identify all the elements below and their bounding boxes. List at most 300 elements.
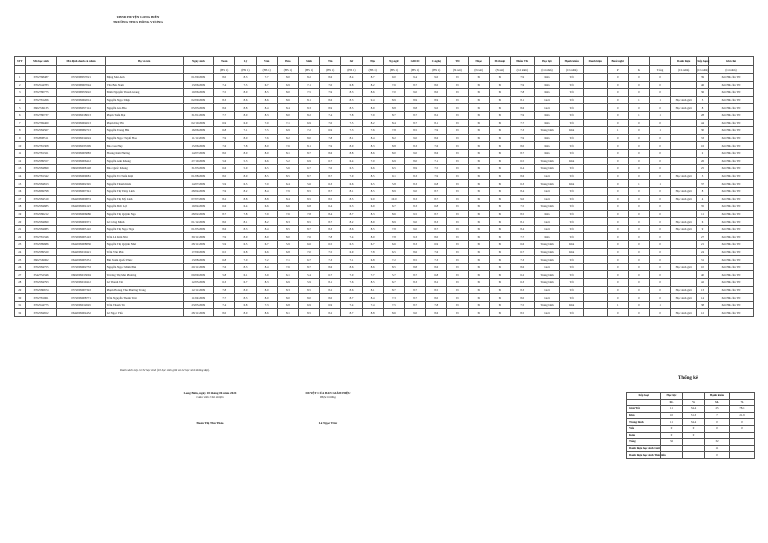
table-cell: 28: [15, 279, 26, 287]
table-cell: 7.0: [320, 81, 341, 89]
table-cell: 8.5: [320, 195, 341, 203]
table-cell: 3702589520: [25, 248, 57, 256]
table-cell: 29: [15, 286, 26, 294]
column-subheader: (Cả năm): [510, 66, 534, 74]
stats-row: [627, 425, 755, 432]
table-cell: 0372009008771: [57, 294, 105, 302]
column-subheader: [584, 66, 608, 74]
table-cell: 0: [628, 279, 649, 287]
column-header: Nhạc: [468, 57, 489, 66]
table-cell: Đ: [468, 294, 489, 302]
table-cell: 8.6: [320, 263, 341, 271]
table-body: [15, 74, 754, 317]
table-cell: Tốt: [560, 233, 584, 241]
table-cell: 8.4: [256, 104, 277, 112]
table-cell: 8.5: [404, 256, 425, 264]
table-cell: 3702584985: [25, 225, 57, 233]
table-cell: Nguyễn Ngọc Minh Phú: [105, 263, 183, 271]
table-cell: 0372009002345: [57, 180, 105, 188]
table-cell: Trung bình: [534, 241, 560, 249]
table-cell: [671, 89, 697, 97]
stats-cell: 11: [661, 419, 683, 426]
table-cell: 8.0: [214, 149, 235, 157]
table-cell: [671, 74, 697, 82]
table-cell: 7.2: [256, 256, 277, 264]
table-cell: 8.6: [510, 104, 534, 112]
table-cell: 6.3: [510, 180, 534, 188]
table-cell: 0: [628, 203, 649, 211]
table-cell: 3702780775: [25, 89, 57, 97]
table-cell: 9.0: [510, 195, 534, 203]
table-cell: 7.3: [426, 256, 447, 264]
table-cell: 8.7: [426, 225, 447, 233]
table-cell: 7.5: [510, 301, 534, 309]
table-cell: 8.7: [404, 119, 425, 127]
table-row: [15, 286, 754, 294]
table-cell: 8.6: [341, 225, 362, 233]
table-cell: 9.4: [404, 74, 425, 82]
table-cell: 7.9: [341, 172, 362, 180]
table-cell: 8.5: [298, 309, 319, 317]
table-cell: 8.6: [214, 225, 235, 233]
table-cell: Đ: [468, 89, 489, 97]
table-cell: 8.4: [341, 74, 362, 82]
table-cell: 3542752346: [25, 271, 57, 279]
table-cell: 9: [697, 225, 709, 233]
column-subheader: (Cả năm): [534, 66, 560, 74]
table-cell: 6.4: [510, 165, 534, 173]
table-row: [15, 157, 754, 165]
table-cell: Đ: [447, 89, 468, 97]
table-cell: 8.4: [362, 134, 383, 142]
stats-cell: [683, 452, 705, 459]
table-cell: 6.8: [426, 180, 447, 188]
table-cell: 6.3: [341, 241, 362, 249]
table-cell: 0: [650, 248, 671, 256]
table-cell: Tốt: [560, 111, 584, 119]
table-cell: Xét HK cần TN: [708, 165, 753, 173]
table-cell: 0642009005351: [57, 256, 105, 264]
table-cell: 28/11/2009: [183, 241, 214, 249]
table-cell: 0372009005143: [57, 233, 105, 241]
table-cell: 3702781342: [25, 172, 57, 180]
table-cell: Đ: [489, 309, 510, 317]
table-cell: 5.9: [277, 241, 298, 249]
table-cell: 6.8: [426, 203, 447, 211]
table-cell: 7.3: [320, 256, 341, 264]
table-cell: 7.2: [298, 127, 319, 135]
table-cell: 8.3: [235, 225, 256, 233]
table-cell: 0: [628, 301, 649, 309]
table-cell: 3702589686: [25, 241, 57, 249]
table-cell: 3702584899: [25, 165, 57, 173]
table-cell: Khá: [534, 119, 560, 127]
stats-header-cell: Học lực: [661, 393, 683, 400]
table-cell: 1: [607, 301, 628, 309]
column-header: TD: [447, 57, 468, 66]
column-header: Ng.ngữ: [383, 57, 404, 66]
table-cell: 8.0: [235, 233, 256, 241]
column-subheader: [57, 66, 105, 74]
table-cell: 1: [650, 180, 671, 188]
table-cell: 02/09/2009: [183, 96, 214, 104]
table-cell: 8.0: [320, 294, 341, 302]
table-cell: 0: [628, 172, 649, 180]
table-cell: Xét HK cần TN: [708, 96, 753, 104]
table-cell: 0: [650, 142, 671, 150]
column-header: Ghi chú: [708, 57, 753, 66]
table-cell: Đ: [447, 111, 468, 119]
stats-cell: Kém: [627, 432, 661, 439]
table-cell: 28: [697, 111, 709, 119]
table-cell: 8.0: [426, 233, 447, 241]
table-cell: 0: [607, 134, 628, 142]
table-cell: Tốt: [560, 89, 584, 97]
table-cell: 37: [697, 180, 709, 188]
table-cell: Trung bình: [534, 127, 560, 135]
stats-cell: [730, 445, 755, 452]
table-cell: 6: [15, 111, 26, 119]
stats-cell: [730, 439, 755, 446]
table-cell: Đ: [489, 111, 510, 119]
table-cell: 0: [628, 233, 649, 241]
table-cell: 8.0: [235, 309, 256, 317]
table-cell: 7.8: [362, 248, 383, 256]
column-subheader: (HS 1): [362, 66, 383, 74]
table-cell: [584, 96, 608, 104]
table-cell: 8.8: [383, 104, 404, 112]
table-cell: 7.3: [256, 301, 277, 309]
table-cell: 7.7: [510, 233, 534, 241]
table-cell: 7.9: [510, 111, 534, 119]
table-cell: 27: [15, 271, 26, 279]
table-cell: Đ: [447, 203, 468, 211]
table-cell: 1: [628, 96, 649, 104]
table-cell: 8.2: [277, 134, 298, 142]
table-cell: [671, 134, 697, 142]
column-header: [650, 57, 671, 66]
table-cell: Nguyễn Ngọc Diệp: [105, 96, 183, 104]
table-cell: 6.9: [298, 157, 319, 165]
table-cell: Đ: [468, 157, 489, 165]
table-cell: 30/11/2009: [183, 233, 214, 241]
table-cell: 28/02/2009: [183, 210, 214, 218]
table-cell: 0372008053022: [57, 89, 105, 97]
table-cell: 7.8: [383, 225, 404, 233]
table-cell: 0: [628, 256, 649, 264]
table-cell: Trung bình: [534, 248, 560, 256]
table-cell: [584, 89, 608, 97]
table-cell: Đ: [489, 248, 510, 256]
table-cell: 6.5: [256, 165, 277, 173]
table-cell: 6.7: [383, 279, 404, 287]
table-cell: 0: [628, 119, 649, 127]
table-cell: 6.9: [298, 119, 319, 127]
table-cell: [671, 241, 697, 249]
table-cell: Khá: [534, 134, 560, 142]
table-cell: 6.7: [320, 157, 341, 165]
table-cell: 8.7: [298, 172, 319, 180]
table-cell: 0642009010421: [57, 248, 105, 256]
table-cell: 6.9: [320, 301, 341, 309]
stats-cell: [730, 432, 755, 439]
table-cell: 4: [15, 96, 26, 104]
table-cell: 6.7: [320, 271, 341, 279]
table-cell: Khá: [534, 81, 560, 89]
table-cell: 8.0: [256, 294, 277, 302]
table-cell: 6.9: [214, 119, 235, 127]
table-cell: 46: [697, 81, 709, 89]
table-cell: 0: [650, 187, 671, 195]
column-header: Mã học sinh: [25, 57, 57, 66]
table-cell: Xét HK cần TN: [708, 309, 753, 317]
table-cell: 0372009009371: [57, 218, 105, 226]
table-cell: 8.9: [404, 96, 425, 104]
table-cell: Đ: [489, 294, 510, 302]
table-cell: Học sinh giỏi: [671, 294, 697, 302]
column-subheader: [25, 66, 57, 74]
table-cell: 0372009007341: [57, 187, 105, 195]
table-cell: Xét HK cần TN: [708, 74, 753, 82]
table-cell: 8.7: [404, 271, 425, 279]
table-cell: 0: [607, 210, 628, 218]
table-cell: 3702584990: [25, 218, 57, 226]
table-cell: 0: [628, 294, 649, 302]
table-cell: 30: [15, 294, 26, 302]
table-cell: Xét HK cần TN: [708, 248, 753, 256]
table-cell: 0372009018013: [57, 111, 105, 119]
table-cell: 7.9: [277, 187, 298, 195]
table-cell: 6.6: [256, 203, 277, 211]
table-cell: 6.6: [277, 203, 298, 211]
table-cell: [584, 210, 608, 218]
stats-cell: Danh hiệu học sinh Tiên tiến: [627, 452, 661, 459]
column-subheader: [183, 66, 214, 74]
table-cell: 1: [650, 127, 671, 135]
table-cell: 7.0: [298, 248, 319, 256]
table-cell: 8.0: [256, 142, 277, 150]
table-cell: Tốt: [560, 294, 584, 302]
table-cell: Trung bình: [534, 165, 560, 173]
table-cell: Xét HK cần TN: [708, 218, 753, 226]
table-cell: 8.0: [256, 233, 277, 241]
stats-header-row: [627, 393, 755, 400]
table-cell: 8.0: [404, 157, 425, 165]
column-header: Văn: [256, 57, 277, 66]
table-cell: Đ: [489, 241, 510, 249]
table-cell: 0642009000874: [57, 195, 105, 203]
table-cell: 0372009012645: [57, 301, 105, 309]
table-cell: Xét HK cần TN: [708, 111, 753, 119]
table-cell: 0: [650, 134, 671, 142]
principal-signature: [268, 391, 388, 425]
table-cell: 13/08/2009: [183, 256, 214, 264]
table-cell: 0: [628, 157, 649, 165]
table-cell: 3702584652: [25, 309, 57, 317]
table-cell: 8.3: [404, 172, 425, 180]
table-cell: 8.4: [510, 187, 534, 195]
table-cell: [671, 248, 697, 256]
stats-cell: [730, 452, 755, 459]
table-cell: 8.1: [277, 149, 298, 157]
table-cell: 8.9: [362, 104, 383, 112]
table-cell: Nguyễn Trí Tuấn Kiệt: [105, 172, 183, 180]
table-cell: Đ: [468, 74, 489, 82]
table-cell: 5.9: [298, 279, 319, 287]
stats-cell: 0: [730, 419, 755, 426]
table-cell: 6.5: [510, 157, 534, 165]
table-cell: 31: [697, 256, 709, 264]
table-cell: 0: [650, 203, 671, 211]
stats-cell: 34.4: [683, 419, 705, 426]
table-cell: Đ: [447, 96, 468, 104]
table-cell: 8.6: [341, 263, 362, 271]
table-cell: 12/05/2009: [183, 279, 214, 287]
table-cell: 6.3: [341, 203, 362, 211]
table-cell: 7.6: [256, 134, 277, 142]
table-cell: Đ: [447, 165, 468, 173]
table-cell: 8.4: [383, 119, 404, 127]
table-cell: 8.1: [510, 218, 534, 226]
table-cell: 10: [697, 263, 709, 271]
table-cell: Đ: [468, 96, 489, 104]
table-cell: Đ: [468, 233, 489, 241]
table-cell: Nguyễn Thành Kiên: [105, 180, 183, 188]
column-header: Buổi nghỉ: [607, 57, 628, 66]
table-cell: 7.6: [362, 127, 383, 135]
table-cell: 5.9: [214, 241, 235, 249]
homeroom-signature: [150, 391, 270, 425]
table-cell: Khá: [534, 233, 560, 241]
table-row: [15, 96, 754, 104]
table-cell: Xét HK cần TN: [708, 271, 753, 279]
table-cell: 8.6: [426, 309, 447, 317]
table-cell: 7.6: [341, 279, 362, 287]
table-cell: 6.7: [235, 279, 256, 287]
table-cell: 18: [15, 203, 26, 211]
table-cell: 0: [607, 241, 628, 249]
table-cell: Xét HK cần TN: [708, 81, 753, 89]
table-cell: 0: [650, 309, 671, 317]
table-cell: 16: [697, 142, 709, 150]
table-cell: 8.5: [510, 309, 534, 317]
table-cell: 40: [697, 271, 709, 279]
table-cell: 8.0: [277, 294, 298, 302]
table-cell: 7.9: [426, 127, 447, 135]
table-cell: Phạm Hoàng Thu Phương Trang: [105, 286, 183, 294]
stats-cell: 0: [730, 425, 755, 432]
table-cell: [584, 218, 608, 226]
table-cell: 6.7: [383, 203, 404, 211]
table-cell: 0: [607, 81, 628, 89]
table-cell: Trương Thị Mai Phương: [105, 271, 183, 279]
table-cell: Xét HK cần TN: [708, 279, 753, 287]
table-cell: 14/07/2009: [183, 180, 214, 188]
stats-cell: Tổng: [627, 439, 661, 446]
table-cell: Đ: [468, 256, 489, 264]
table-row: [15, 180, 754, 188]
table-cell: 8.3: [404, 203, 425, 211]
table-cell: [671, 301, 697, 309]
table-cell: 8.3: [235, 74, 256, 82]
table-row: [15, 263, 754, 271]
table-cell: 8.1: [341, 134, 362, 142]
table-cell: Đ: [468, 127, 489, 135]
table-cell: 44: [697, 119, 709, 127]
table-cell: 0642009004452: [57, 309, 105, 317]
table-cell: 15/06/2009: [183, 142, 214, 150]
table-cell: Đ: [468, 81, 489, 89]
table-row: [15, 210, 754, 218]
table-subheader-row: [15, 66, 754, 74]
table-row: [15, 187, 754, 195]
table-cell: [584, 104, 608, 112]
table-cell: Đ: [489, 127, 510, 135]
table-cell: Đ: [447, 263, 468, 271]
column-header: Điểm TK: [510, 57, 534, 66]
table-cell: Đ: [468, 187, 489, 195]
table-cell: 0602009008148: [57, 165, 105, 173]
table-cell: 7.6: [214, 263, 235, 271]
table-cell: 5.9: [256, 271, 277, 279]
table-cell: 6.7: [256, 241, 277, 249]
stats-row: [627, 406, 755, 413]
table-cell: Xét HK cần TN: [708, 149, 753, 157]
table-cell: 8.5: [404, 127, 425, 135]
table-cell: Tốt: [560, 195, 584, 203]
table-cell: 21: [15, 225, 26, 233]
table-cell: 8.6: [383, 309, 404, 317]
table-cell: 8.4: [320, 210, 341, 218]
table-cell: Đ: [468, 279, 489, 287]
stats-cell: 0: [683, 432, 705, 439]
table-cell: 0: [650, 218, 671, 226]
table-cell: 8.7: [404, 81, 425, 89]
table-cell: 7.7: [510, 119, 534, 127]
table-cell: 0: [628, 241, 649, 249]
table-cell: 8.7: [298, 149, 319, 157]
stats-cell: 0: [683, 425, 705, 432]
table-cell: Đ: [447, 241, 468, 249]
table-cell: 0372009006412: [57, 157, 105, 165]
table-cell: 8.2: [298, 111, 319, 119]
table-cell: 8.2: [426, 111, 447, 119]
table-cell: 8.0: [256, 149, 277, 157]
table-cell: [584, 279, 608, 287]
table-cell: 8.5: [298, 187, 319, 195]
table-cell: 7.7: [256, 74, 277, 82]
table-cell: 7.8: [383, 127, 404, 135]
table-cell: 0: [650, 294, 671, 302]
table-cell: 28/11/2009: [183, 309, 214, 317]
table-row: [15, 225, 754, 233]
table-cell: [584, 233, 608, 241]
column-subheader: (HS 1): [235, 66, 256, 74]
table-cell: 0372009004013: [57, 119, 105, 127]
table-cell: 3702584519: [25, 195, 57, 203]
stats-cell: [661, 445, 683, 452]
table-cell: 14: [697, 294, 709, 302]
table-cell: 7.2: [383, 256, 404, 264]
table-cell: 7.8: [235, 210, 256, 218]
table-cell: Đ: [447, 225, 468, 233]
table-cell: 0: [650, 225, 671, 233]
table-cell: 0372009033309: [57, 142, 105, 150]
table-cell: 6.8: [277, 301, 298, 309]
table-cell: 7.1: [235, 127, 256, 135]
table-cell: [671, 149, 697, 157]
table-cell: 7.7: [362, 271, 383, 279]
